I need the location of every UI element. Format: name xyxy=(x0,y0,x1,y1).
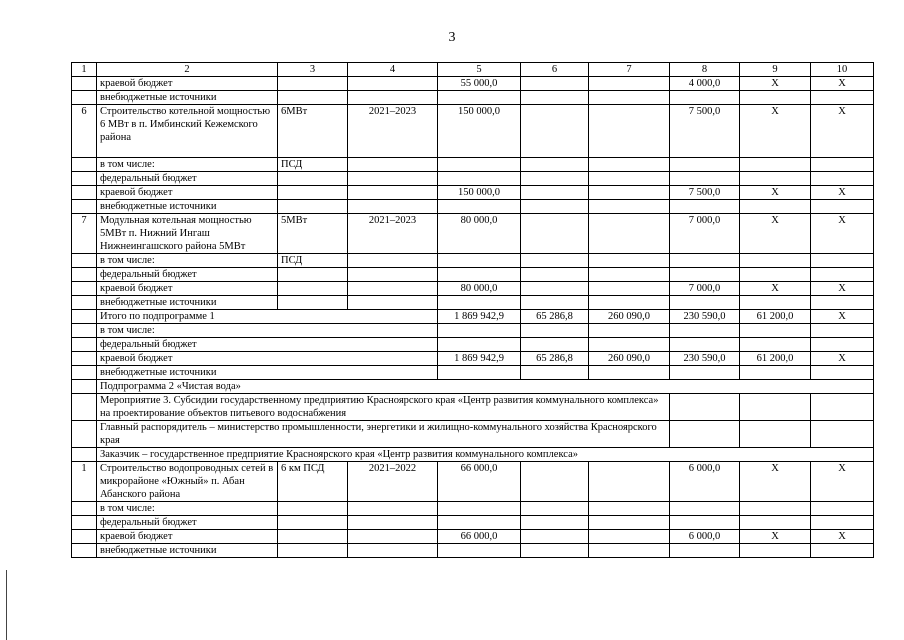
table-cell xyxy=(670,421,740,448)
table-cell xyxy=(348,186,438,200)
header-cell: 8 xyxy=(670,63,740,77)
table-cell: 7 500,0 xyxy=(670,105,740,158)
table-cell xyxy=(348,91,438,105)
table-cell xyxy=(348,296,438,310)
table-row xyxy=(72,200,874,214)
header-cell: 5 xyxy=(438,63,521,77)
table-cell: 61 200,0 xyxy=(740,352,811,366)
table-row xyxy=(72,516,874,530)
table-cell xyxy=(670,268,740,282)
table-cell xyxy=(438,172,521,186)
table-row xyxy=(72,530,874,544)
table-cell xyxy=(521,338,589,352)
table-cell xyxy=(740,338,811,352)
table-cell xyxy=(438,324,521,338)
table-cell xyxy=(521,516,589,530)
table-cell xyxy=(278,268,348,282)
table-cell xyxy=(278,502,348,516)
table-cell: 6 км ПСД xyxy=(278,462,348,502)
table-cell: 55 000,0 xyxy=(438,77,521,91)
table-cell: Х xyxy=(811,530,874,544)
table-cell: в том числе: xyxy=(97,502,278,516)
table-cell: 7 500,0 xyxy=(670,186,740,200)
table-cell xyxy=(72,254,97,268)
table-cell xyxy=(670,91,740,105)
table-row xyxy=(72,77,874,91)
table-cell xyxy=(438,544,521,558)
table-cell xyxy=(348,77,438,91)
table-cell xyxy=(740,516,811,530)
table-cell xyxy=(348,282,438,296)
table-cell xyxy=(589,158,670,172)
table-cell: Х xyxy=(811,105,874,158)
table-cell xyxy=(72,200,97,214)
table-cell: 65 286,8 xyxy=(521,352,589,366)
table-cell: краевой бюджет xyxy=(97,530,278,544)
table-cell: 65 286,8 xyxy=(521,310,589,324)
table-cell xyxy=(589,530,670,544)
table-cell xyxy=(811,394,874,421)
table-cell xyxy=(589,91,670,105)
table-header-row xyxy=(72,63,874,77)
table-cell xyxy=(521,544,589,558)
table-cell xyxy=(740,324,811,338)
table-row xyxy=(72,502,874,516)
table-cell: 7 000,0 xyxy=(670,214,740,254)
table-cell xyxy=(740,502,811,516)
header-cell: 9 xyxy=(740,63,811,77)
table-cell xyxy=(740,421,811,448)
table-cell: Х xyxy=(811,214,874,254)
table-cell: 5МВт xyxy=(278,214,348,254)
table-cell: в том числе: xyxy=(97,254,278,268)
table-cell: 7 000,0 xyxy=(670,282,740,296)
table-cell xyxy=(811,324,874,338)
table-cell xyxy=(348,158,438,172)
table-cell: 66 000,0 xyxy=(438,462,521,502)
table-cell: краевой бюджет xyxy=(97,352,438,366)
table-cell xyxy=(740,91,811,105)
table-cell: Х xyxy=(811,77,874,91)
table-cell: Строительство водопроводных сетей в микрорайоне «Южный» п. Абан Абанского района xyxy=(97,462,278,502)
table-cell xyxy=(438,200,521,214)
table-cell xyxy=(438,516,521,530)
table-cell: в том числе: xyxy=(97,324,438,338)
table-cell xyxy=(278,172,348,186)
table-row xyxy=(72,172,874,186)
table-row xyxy=(72,254,874,268)
table-cell: Х xyxy=(740,105,811,158)
table-cell: Х xyxy=(740,186,811,200)
table-cell xyxy=(278,77,348,91)
table-cell xyxy=(438,296,521,310)
table-cell xyxy=(278,530,348,544)
table-cell xyxy=(589,516,670,530)
table-cell xyxy=(438,91,521,105)
table-cell xyxy=(589,502,670,516)
header-cell: 10 xyxy=(811,63,874,77)
table-cell xyxy=(278,282,348,296)
table-cell xyxy=(72,352,97,366)
table-cell xyxy=(670,324,740,338)
table-cell: 4 000,0 xyxy=(670,77,740,91)
table-cell xyxy=(811,158,874,172)
table-cell xyxy=(740,544,811,558)
table-cell xyxy=(811,296,874,310)
table-cell xyxy=(521,214,589,254)
table-cell xyxy=(811,268,874,282)
table-cell xyxy=(278,200,348,214)
table-cell xyxy=(72,544,97,558)
table-cell xyxy=(72,158,97,172)
table-cell: Х xyxy=(740,282,811,296)
table-cell: Х xyxy=(811,186,874,200)
table-cell xyxy=(348,544,438,558)
table-cell: в том числе: xyxy=(97,158,278,172)
header-cell: 2 xyxy=(97,63,278,77)
table-cell xyxy=(740,172,811,186)
table-cell xyxy=(72,172,97,186)
table-cell: Х xyxy=(811,282,874,296)
table-cell: Строительство котельной мощностью 6 МВт в п. Имбинский Кежемского района xyxy=(97,105,278,158)
table-cell xyxy=(589,338,670,352)
table-row xyxy=(72,366,874,380)
table-cell xyxy=(348,502,438,516)
header-cell: 1 xyxy=(72,63,97,77)
table-row xyxy=(72,158,874,172)
table-row xyxy=(72,380,874,394)
table-cell: 6 000,0 xyxy=(670,530,740,544)
table-cell: 80 000,0 xyxy=(438,282,521,296)
table-cell: Х xyxy=(740,530,811,544)
table-cell xyxy=(348,172,438,186)
table-cell xyxy=(811,502,874,516)
table-cell xyxy=(521,105,589,158)
table-row xyxy=(72,421,874,448)
table-cell: Х xyxy=(811,462,874,502)
table-cell xyxy=(670,502,740,516)
table-cell xyxy=(72,324,97,338)
table-cell: ПСД xyxy=(278,158,348,172)
table-cell: внебюджетные источники xyxy=(97,366,438,380)
header-cell: 4 xyxy=(348,63,438,77)
table-cell xyxy=(589,366,670,380)
table-cell xyxy=(348,530,438,544)
table-cell: Заказчик – государственное предприятие Красноярского края «Центр развития коммунального комплекса» xyxy=(97,448,874,462)
table-cell: 80 000,0 xyxy=(438,214,521,254)
table-cell xyxy=(278,186,348,200)
table-cell xyxy=(670,158,740,172)
table-cell xyxy=(811,544,874,558)
table-cell xyxy=(348,254,438,268)
table-cell xyxy=(811,338,874,352)
table-cell xyxy=(278,516,348,530)
budget-table xyxy=(71,62,874,558)
table-cell xyxy=(438,338,521,352)
table-cell xyxy=(740,200,811,214)
table-cell xyxy=(670,172,740,186)
table-cell: 260 090,0 xyxy=(589,352,670,366)
table-cell xyxy=(670,200,740,214)
table-cell: 7 xyxy=(72,214,97,254)
table-cell: 1 xyxy=(72,462,97,502)
table-cell: внебюджетные источники xyxy=(97,296,278,310)
table-cell xyxy=(740,254,811,268)
table-cell xyxy=(278,296,348,310)
table-cell xyxy=(811,172,874,186)
header-cell: 7 xyxy=(589,63,670,77)
table-row xyxy=(72,268,874,282)
table-cell xyxy=(589,214,670,254)
table-cell xyxy=(670,338,740,352)
table-cell xyxy=(72,380,97,394)
table-row xyxy=(72,338,874,352)
table-cell xyxy=(589,186,670,200)
table-row xyxy=(72,448,874,462)
table-cell xyxy=(72,296,97,310)
table-cell: федеральный бюджет xyxy=(97,172,278,186)
table-cell: 2021–2023 xyxy=(348,214,438,254)
margin-line xyxy=(6,570,7,640)
table-cell xyxy=(348,268,438,282)
table-cell: внебюджетные источники xyxy=(97,544,278,558)
table-row xyxy=(72,296,874,310)
table-row xyxy=(72,91,874,105)
table-row xyxy=(72,105,874,158)
table-cell xyxy=(278,91,348,105)
table-cell xyxy=(811,200,874,214)
table-cell xyxy=(589,105,670,158)
table-cell xyxy=(72,268,97,282)
table-cell: ПСД xyxy=(278,254,348,268)
table-cell: Х xyxy=(740,214,811,254)
table-cell: 66 000,0 xyxy=(438,530,521,544)
table-cell: 2021–2022 xyxy=(348,462,438,502)
table-cell xyxy=(740,366,811,380)
table-cell xyxy=(521,530,589,544)
table-cell xyxy=(521,268,589,282)
table-cell xyxy=(72,502,97,516)
page-number: 3 xyxy=(448,30,456,45)
table-row xyxy=(72,394,874,421)
table-cell xyxy=(740,268,811,282)
table-cell xyxy=(811,421,874,448)
table-cell xyxy=(521,186,589,200)
table-cell xyxy=(438,268,521,282)
table-cell: внебюджетные источники xyxy=(97,200,278,214)
table-cell: 230 590,0 xyxy=(670,352,740,366)
table-cell xyxy=(521,77,589,91)
table-row xyxy=(72,214,874,254)
table-cell xyxy=(438,502,521,516)
table-row xyxy=(72,310,874,324)
header-cell: 6 xyxy=(521,63,589,77)
table-cell xyxy=(72,91,97,105)
table-cell: 1 869 942,9 xyxy=(438,352,521,366)
table-cell: 150 000,0 xyxy=(438,186,521,200)
table-cell xyxy=(589,172,670,186)
table-cell: краевой бюджет xyxy=(97,77,278,91)
table-cell xyxy=(521,158,589,172)
table-cell: федеральный бюджет xyxy=(97,516,278,530)
table-cell xyxy=(72,530,97,544)
table-cell: 1 869 942,9 xyxy=(438,310,521,324)
table-cell xyxy=(811,91,874,105)
table-cell xyxy=(72,448,97,462)
table-cell: федеральный бюджет xyxy=(97,268,278,282)
table-cell xyxy=(348,200,438,214)
table-cell xyxy=(348,516,438,530)
table-cell xyxy=(72,186,97,200)
table-cell: Х xyxy=(740,77,811,91)
table-cell xyxy=(521,254,589,268)
table-cell xyxy=(72,338,97,352)
table-cell xyxy=(72,310,97,324)
table-cell xyxy=(72,516,97,530)
table-cell: краевой бюджет xyxy=(97,186,278,200)
table-cell: 6 000,0 xyxy=(670,462,740,502)
table-row xyxy=(72,282,874,296)
table-cell xyxy=(438,254,521,268)
table-cell xyxy=(589,77,670,91)
table-row xyxy=(72,324,874,338)
table-cell xyxy=(521,502,589,516)
table-cell xyxy=(521,200,589,214)
table-cell xyxy=(589,324,670,338)
table-row xyxy=(72,352,874,366)
table-cell: Х xyxy=(811,310,874,324)
table-cell xyxy=(72,282,97,296)
table-cell xyxy=(589,296,670,310)
table-row xyxy=(72,462,874,502)
table-cell xyxy=(740,158,811,172)
table-cell xyxy=(740,296,811,310)
table-cell: внебюджетные источники xyxy=(97,91,278,105)
table-cell xyxy=(521,366,589,380)
table-cell xyxy=(589,282,670,296)
table-cell xyxy=(521,324,589,338)
table-cell: 260 090,0 xyxy=(589,310,670,324)
table-cell xyxy=(589,254,670,268)
table-cell xyxy=(811,254,874,268)
table-cell xyxy=(589,544,670,558)
table-cell xyxy=(521,296,589,310)
table-cell: 230 590,0 xyxy=(670,310,740,324)
table-cell xyxy=(72,366,97,380)
table-cell xyxy=(438,366,521,380)
table-cell xyxy=(278,544,348,558)
table-cell xyxy=(72,77,97,91)
table-cell: Х xyxy=(740,462,811,502)
table-cell xyxy=(811,516,874,530)
table-cell: федеральный бюджет xyxy=(97,338,438,352)
table-cell xyxy=(670,516,740,530)
table-cell xyxy=(438,158,521,172)
table-cell xyxy=(521,91,589,105)
table-cell: 6 xyxy=(72,105,97,158)
table-row xyxy=(72,544,874,558)
table-cell xyxy=(589,200,670,214)
header-cell: 3 xyxy=(278,63,348,77)
table-cell: 61 200,0 xyxy=(740,310,811,324)
table-cell: Итого по подпрограмме 1 xyxy=(97,310,438,324)
table-cell xyxy=(72,421,97,448)
table-cell xyxy=(589,268,670,282)
table-cell: 150 000,0 xyxy=(438,105,521,158)
table-cell xyxy=(521,282,589,296)
table-cell: краевой бюджет xyxy=(97,282,278,296)
table-cell: 6МВт xyxy=(278,105,348,158)
table-cell xyxy=(811,366,874,380)
table-cell xyxy=(670,366,740,380)
table-cell: Мероприятие 3. Субсидии государственному предприятию Красноярского края «Центр развития коммунального комплекса» на проектирование объектов питьевого водоснабжения xyxy=(97,394,670,421)
table-cell: Подпрограмма 2 «Чистая вода» xyxy=(97,380,874,394)
table-cell xyxy=(670,394,740,421)
table-cell xyxy=(589,462,670,502)
table-cell xyxy=(670,254,740,268)
table-cell xyxy=(72,394,97,421)
table-cell xyxy=(521,172,589,186)
table-cell xyxy=(740,394,811,421)
table-row xyxy=(72,186,874,200)
table-cell: Модульная котельная мощностью 5МВт п. Нижний Ингаш Нижнеингашского района 5МВт xyxy=(97,214,278,254)
table-cell xyxy=(670,544,740,558)
table-cell xyxy=(521,462,589,502)
table-cell xyxy=(670,296,740,310)
table-cell: Главный распорядитель – министерство промышленности, энергетики и жилищно-коммунального хозяйства Красноярского края xyxy=(97,421,670,448)
table-cell: Х xyxy=(811,352,874,366)
table-cell: 2021–2023 xyxy=(348,105,438,158)
